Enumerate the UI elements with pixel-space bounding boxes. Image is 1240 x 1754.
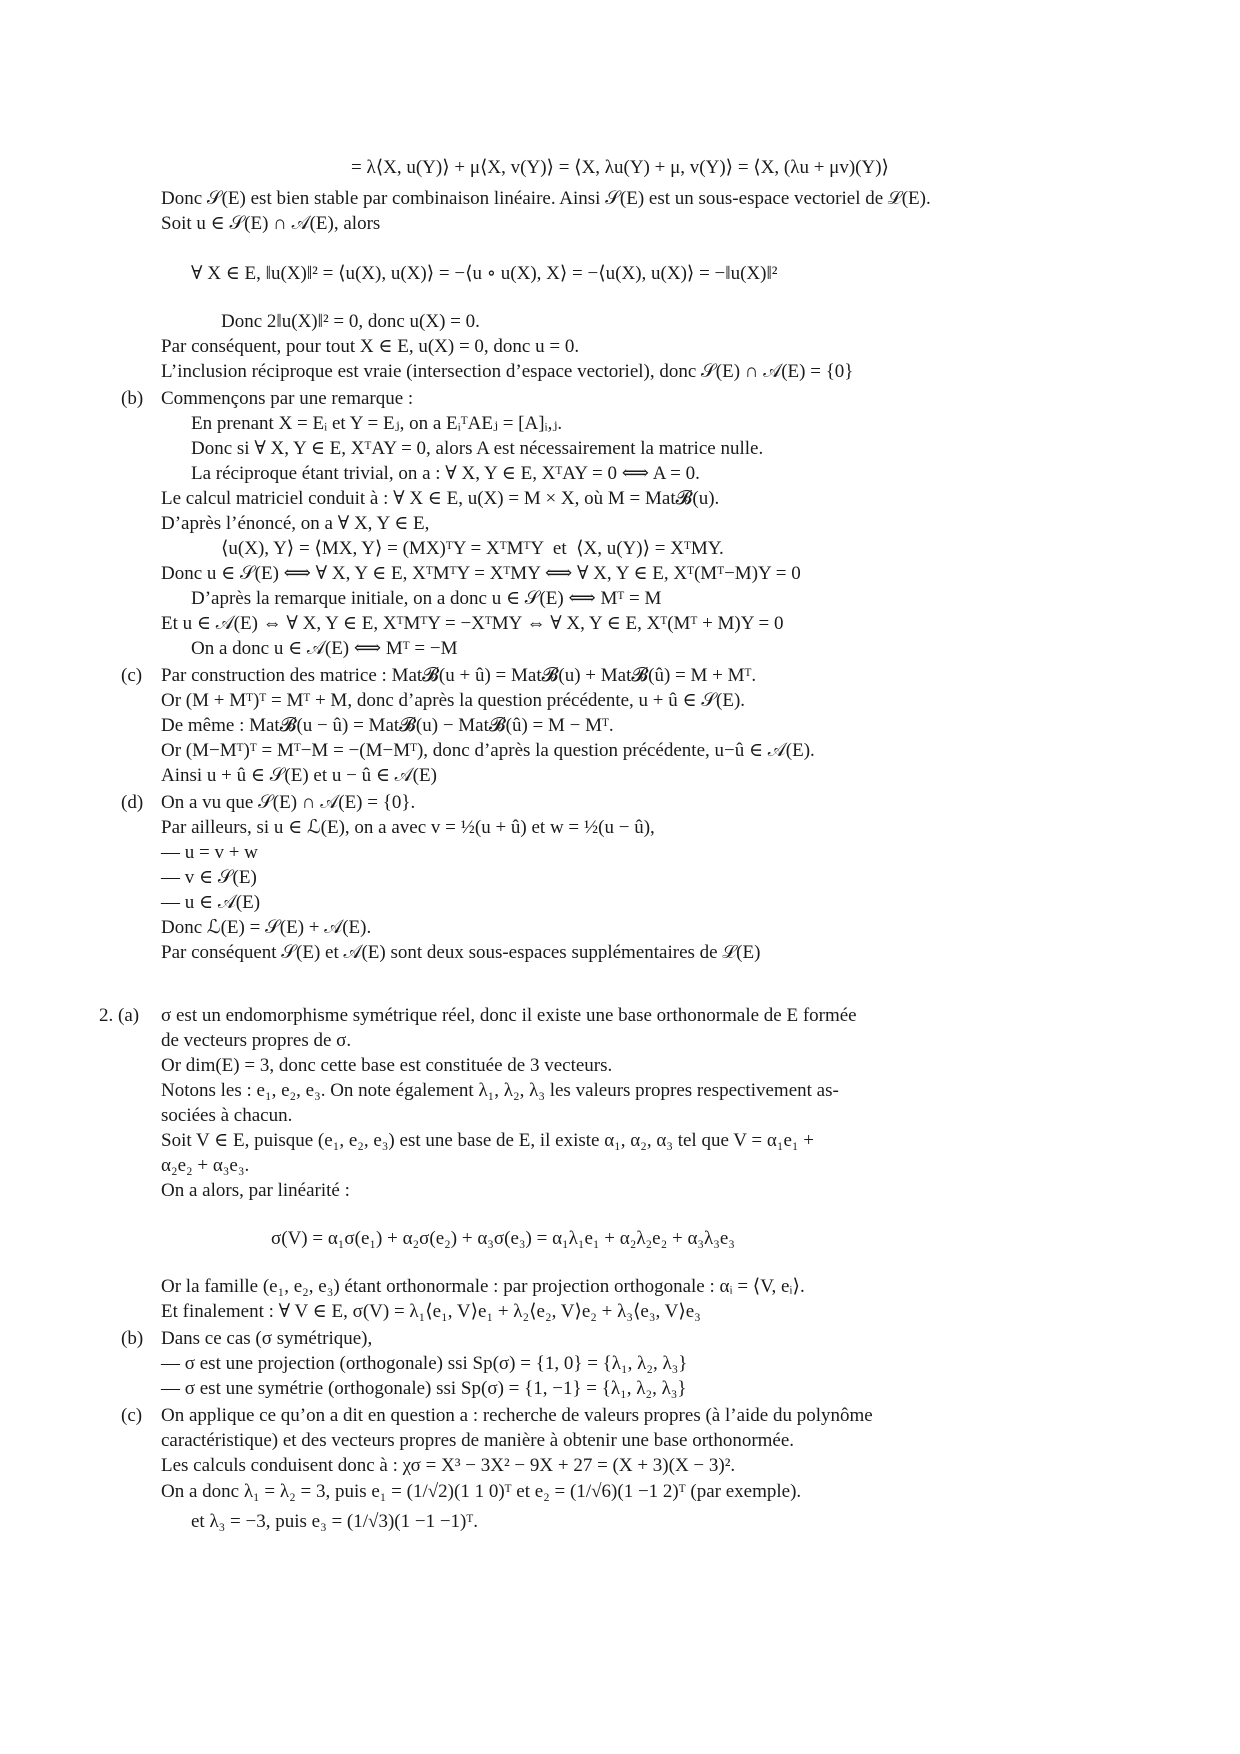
item-marker-c: (c): [121, 665, 143, 686]
text-line: Le calcul matriciel conduit à : ∀ X ∈ E, u(X) = M × X, où M = Mat𝓑(u).: [161, 488, 720, 509]
text-line: Soit V ∈ E, puisque (e₁, e₂, e₃) est une base de E, il existe α₁, α₂, α₃ tel que V = α₁e₁ +: [161, 1130, 814, 1151]
list-item: — σ est une projection (orthogonale) ssi Sp(σ) = {1, 0} = {λ₁, λ₂, λ₃}: [161, 1353, 688, 1374]
text-line: et λ₃ = −3, puis e₃ = (1/√3)(1 −1 −1)ᵀ.: [191, 1511, 479, 1532]
text-line: Donc u ∈ 𝒮(E) ⟺ ∀ X, Y ∈ E, XᵀMᵀY = XᵀMY ⟺ ∀ X, Y ∈ E, Xᵀ(Mᵀ−M)Y = 0: [161, 563, 801, 584]
text-line: Or dim(E) = 3, donc cette base est constituée de 3 vecteurs.: [161, 1055, 613, 1076]
text-line: Or la famille (e₁, e₂, e₃) étant orthonormale : par projection orthogonale : αᵢ = ⟨V, eᵢ⟩.: [161, 1276, 805, 1297]
text-line: Commençons par une remarque :: [161, 388, 414, 409]
text-line: On a vu que 𝒮(E) ∩ 𝒜(E) = {0}.: [161, 792, 416, 813]
text-line: Par ailleurs, si u ∈ ℒ(E), on a avec v = ½(u + û) et w = ½(u − û),: [161, 817, 655, 838]
text-line: On a donc λ₁ = λ₂ = 3, puis e₁ = (1/√2)(1 1 0)ᵀ et e₂ = (1/√6)(1 −1 2)ᵀ (par exemple).: [161, 1481, 802, 1502]
text-line: Notons les : e₁, e₂, e₃. On note également λ₁, λ₂, λ₃ les valeurs propres respectivement as-: [161, 1080, 839, 1101]
text-line: Et u ∈ 𝒜(E) ⇔ ∀ X, Y ∈ E, XᵀMᵀY = −XᵀMY ⇔ ∀ X, Y ∈ E, Xᵀ(Mᵀ + M)Y = 0: [161, 613, 784, 634]
text-line: sociées à chacun.: [161, 1105, 293, 1126]
list-item: — u ∈ 𝒜(E): [161, 892, 261, 913]
text-line: caractéristique) et des vecteurs propres de manière à obtenir une base orthonormée.: [161, 1430, 795, 1451]
text-line: σ est un endomorphisme symétrique réel, donc il existe une base orthonormale de E formée: [161, 1005, 857, 1026]
text-line: Et finalement : ∀ V ∈ E, σ(V) = λ₁⟨e₁, V⟩e₁ + λ₂⟨e₂, V⟩e₂ + λ₃⟨e₃, V⟩e₃: [161, 1301, 701, 1322]
text-line: Par construction des matrice : Mat𝓑(u + û) = Mat𝓑(u) + Mat𝓑(û) = M + Mᵀ.: [161, 665, 757, 686]
item-marker-b: (b): [121, 1328, 144, 1349]
text-line: L’inclusion réciproque est vraie (intersection d’espace vectoriel), donc 𝒮(E) ∩ 𝒜(E) = {0}: [161, 361, 854, 382]
text-line: Donc ℒ(E) = 𝒮(E) + 𝒜(E).: [161, 917, 372, 938]
text-line: Par conséquent 𝒮(E) et 𝒜(E) sont deux sous-espaces supplémentaires de ℒ(E): [161, 942, 761, 963]
item-marker-c: (c): [121, 1405, 143, 1426]
text-line: Soit u ∈ 𝒮(E) ∩ 𝒜(E), alors: [161, 213, 381, 234]
list-item: — σ est une symétrie (orthogonale) ssi Sp(σ) = {1, −1} = {λ₁, λ₂, λ₃}: [161, 1378, 687, 1399]
text-line: En prenant X = Eᵢ et Y = Eⱼ, on a EᵢᵀAEⱼ = [A]ᵢ,ⱼ.: [191, 413, 563, 434]
text-line: Donc 𝒮(E) est bien stable par combinaison linéaire. Ainsi 𝒮(E) est un sous-espace vectoriel de ℒ(E).: [161, 188, 931, 209]
text-line: On a donc u ∈ 𝒜(E) ⟺ Mᵀ = −M: [191, 638, 458, 659]
item-marker-d: (d): [121, 792, 144, 813]
text-line: Or (M + Mᵀ)ᵀ = Mᵀ + M, donc d’après la question précédente, u + û ∈ 𝒮(E).: [161, 690, 746, 711]
text-line: Donc si ∀ X, Y ∈ E, XᵀAY = 0, alors A est nécessairement la matrice nulle.: [191, 438, 764, 459]
item-marker-b: (b): [121, 388, 144, 409]
equation-line: ∀ X ∈ E, ‖u(X)‖² = ⟨u(X), u(X)⟩ = −⟨u ∘ u(X), X⟩ = −⟨u(X), u(X)⟩ = −‖u(X)‖²: [191, 263, 778, 284]
equation-line: σ(V) = α₁σ(e₁) + α₂σ(e₂) + α₃σ(e₃) = α₁λ₁e₁ + α₂λ₂e₂ + α₃λ₃e₃: [271, 1228, 735, 1249]
text-line: Donc 2‖u(X)‖² = 0, donc u(X) = 0.: [221, 311, 480, 332]
text-line: D’après l’énoncé, on a ∀ X, Y ∈ E,: [161, 513, 430, 534]
text-line: Ainsi u + û ∈ 𝒮(E) et u − û ∈ 𝒜(E): [161, 765, 437, 786]
text-line: α₂e₂ + α₃e₃.: [161, 1155, 250, 1176]
text-line: D’après la remarque initiale, on a donc u ∈ 𝒮(E) ⟺ Mᵀ = M: [191, 588, 662, 609]
text-line: On a alors, par linéarité :: [161, 1180, 350, 1201]
text-line: Par conséquent, pour tout X ∈ E, u(X) = 0, donc u = 0.: [161, 336, 580, 357]
list-item: — u = v + w: [161, 842, 258, 863]
text-line: Or (M−Mᵀ)ᵀ = Mᵀ−M = −(M−Mᵀ), donc d’après la question précédente, u−û ∈ 𝒜(E).: [161, 740, 815, 761]
list-item: — v ∈ 𝒮(E): [161, 867, 257, 888]
text-line: De même : Mat𝓑(u − û) = Mat𝓑(u) − Mat𝓑(û) = M − Mᵀ.: [161, 715, 614, 736]
text-line: On applique ce qu’on a dit en question a : recherche de valeurs propres (à l’aide du polynôme: [161, 1405, 873, 1426]
equation-line: ⟨u(X), Y⟩ = ⟨MX, Y⟩ = (MX)ᵀY = XᵀMᵀY et ⟨X, u(Y)⟩ = XᵀMY.: [221, 538, 724, 559]
text-line: Les calculs conduisent donc à : χσ = X³ − 3X² − 9X + 27 = (X + 3)(X − 3)².: [161, 1455, 736, 1476]
equation-line: = λ⟨X, u(Y)⟩ + μ⟨X, v(Y)⟩ = ⟨X, λu(Y) + μ, v(Y)⟩ = ⟨X, (λu + μv)(Y)⟩: [351, 157, 889, 178]
text-line: de vecteurs propres de σ.: [161, 1030, 352, 1051]
text-line: Dans ce cas (σ symétrique),: [161, 1328, 373, 1349]
text-line: La réciproque étant trivial, on a : ∀ X, Y ∈ E, XᵀAY = 0 ⟺ A = 0.: [191, 463, 700, 484]
item-marker-2a: 2. (a): [99, 1005, 140, 1026]
